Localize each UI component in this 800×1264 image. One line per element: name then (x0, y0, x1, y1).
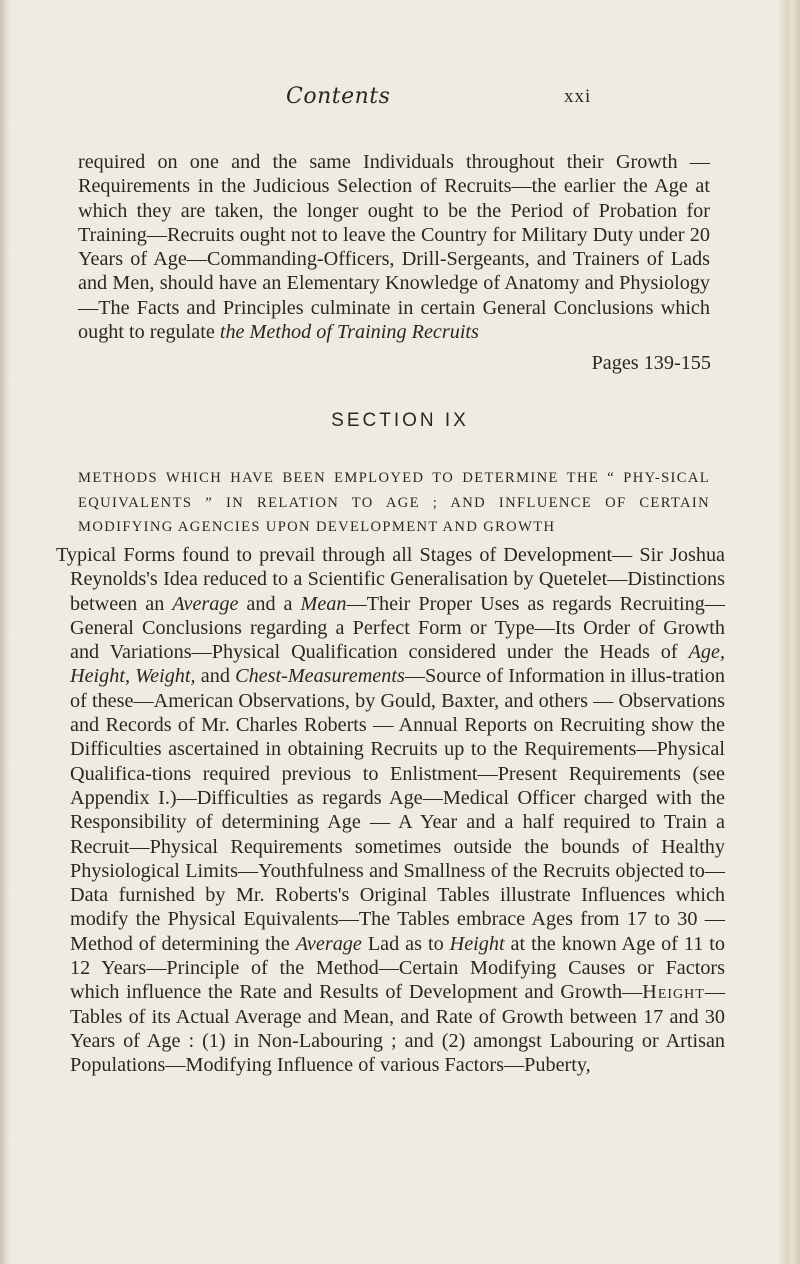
page-edge-right (778, 0, 800, 1264)
page-number: xxi (564, 86, 592, 107)
running-title: Contents (286, 84, 391, 109)
page-edge-left (0, 0, 12, 1264)
entry-term-average-lad: Average (295, 932, 362, 955)
entry-text-part: and (195, 665, 236, 688)
entry-term-height: Height (449, 932, 505, 955)
section-heading: SECTION IX (331, 410, 469, 431)
entry-term-height-small-caps: Height (642, 981, 705, 1004)
entry-term-average: Average (172, 592, 239, 615)
entry-term-chest-measurements: Chest-Measurements (235, 665, 405, 688)
entry-text-part: Typical Forms found to prevail through all Stages of Development— Sir Joshua Reynolds's Idea reduced to a Scientific Generalisation by Quetelet—Distinctions between an (56, 544, 725, 615)
entry-text-part: —Their Proper Uses as regards Recruiting—General Conclusions regarding a Perfect Form or Type—Its Order of Growth and Variations—Physical Qualification considered under the Heads of (70, 592, 725, 664)
entry-term-age-height-weight: Age, Height, Weight, (70, 641, 725, 688)
page-range: Pages 139-155 (591, 352, 711, 374)
entry-text-part: —Source of Information in illus-tration of these—American Observations, by Gould, Baxter, and others — Observations and Records of Mr. Charles Roberts — Annual Reports on Recruiting show the Difficulties ascertained in obtaining Recruits up to the Requirements—Physical Qualifica-tions required previous to Enlistment—Present Requirements (see Appendix I.)—Difficulties as regards Age—Medical Officer charged with the Responsibility of determining Age — A Year and a half required to Train a Recruit—Physical Requirements sometimes outside the bounds of Healthy Physiological Limits—Youthfulness and Smallness of the Recruits objected to—Data furnished by Mr. Roberts's Original Tables illustrate Influences which modify the Physical Equivalents—The Tables embrace Ages from 17 to 30 —Method of determining the (70, 665, 725, 955)
entry-text-part: at the known Age of 11 to 12 Years—Principle of the Method—Certain Modifying Causes or Factors which influence the Rate and Results of Development and Growth— (70, 932, 726, 1004)
entry-text: required on one and the same Individuals throughout their Growth —Requirements in the Judicious Selection of Recruits—the earlier the Age at which they are taken, the longer ought to be the Period of Probation for Training—Recruits ought not to leave the Country for Military Duty under 20 Years of Age—Commanding-Officers, Drill-Sergeants, and Trainers of Lads and Men, should have an Elementary Knowledge of Anatomy and Physiology—The Facts and Principles culminate in certain General Conclusions which ought to regulate (78, 151, 710, 344)
entry-italic-title: the Method of Training Recruits (219, 321, 479, 344)
section-subtitle: METHODS WHICH HAVE BEEN EMPLOYED TO DETERMINE THE “ PHY-SICAL EQUIVALENTS ” IN RELATION TO AGE ; AND INFLUENCE OF CERTAIN MODIFYING AGENCIES UPON DEVELOPMENT AND GROWTH (78, 470, 710, 535)
entry-term-mean: Mean (300, 592, 347, 615)
running-head (0, 84, 800, 114)
contents-entry-section-9 (56, 543, 725, 1078)
entry-text-part: Lad as to (361, 932, 450, 955)
entry-text-part: and a (238, 592, 301, 615)
entry-text-part: —Tables of its Actual Average and Mean, and Rate of Growth between 17 and 30 Years of Age : (1) in Non-Labouring ; and (2) amongst Labouring or Artisan Populations—Modifying Influence of various Factors—Puberty, (70, 981, 725, 1077)
contents-entry-section-8-continued (78, 150, 710, 344)
